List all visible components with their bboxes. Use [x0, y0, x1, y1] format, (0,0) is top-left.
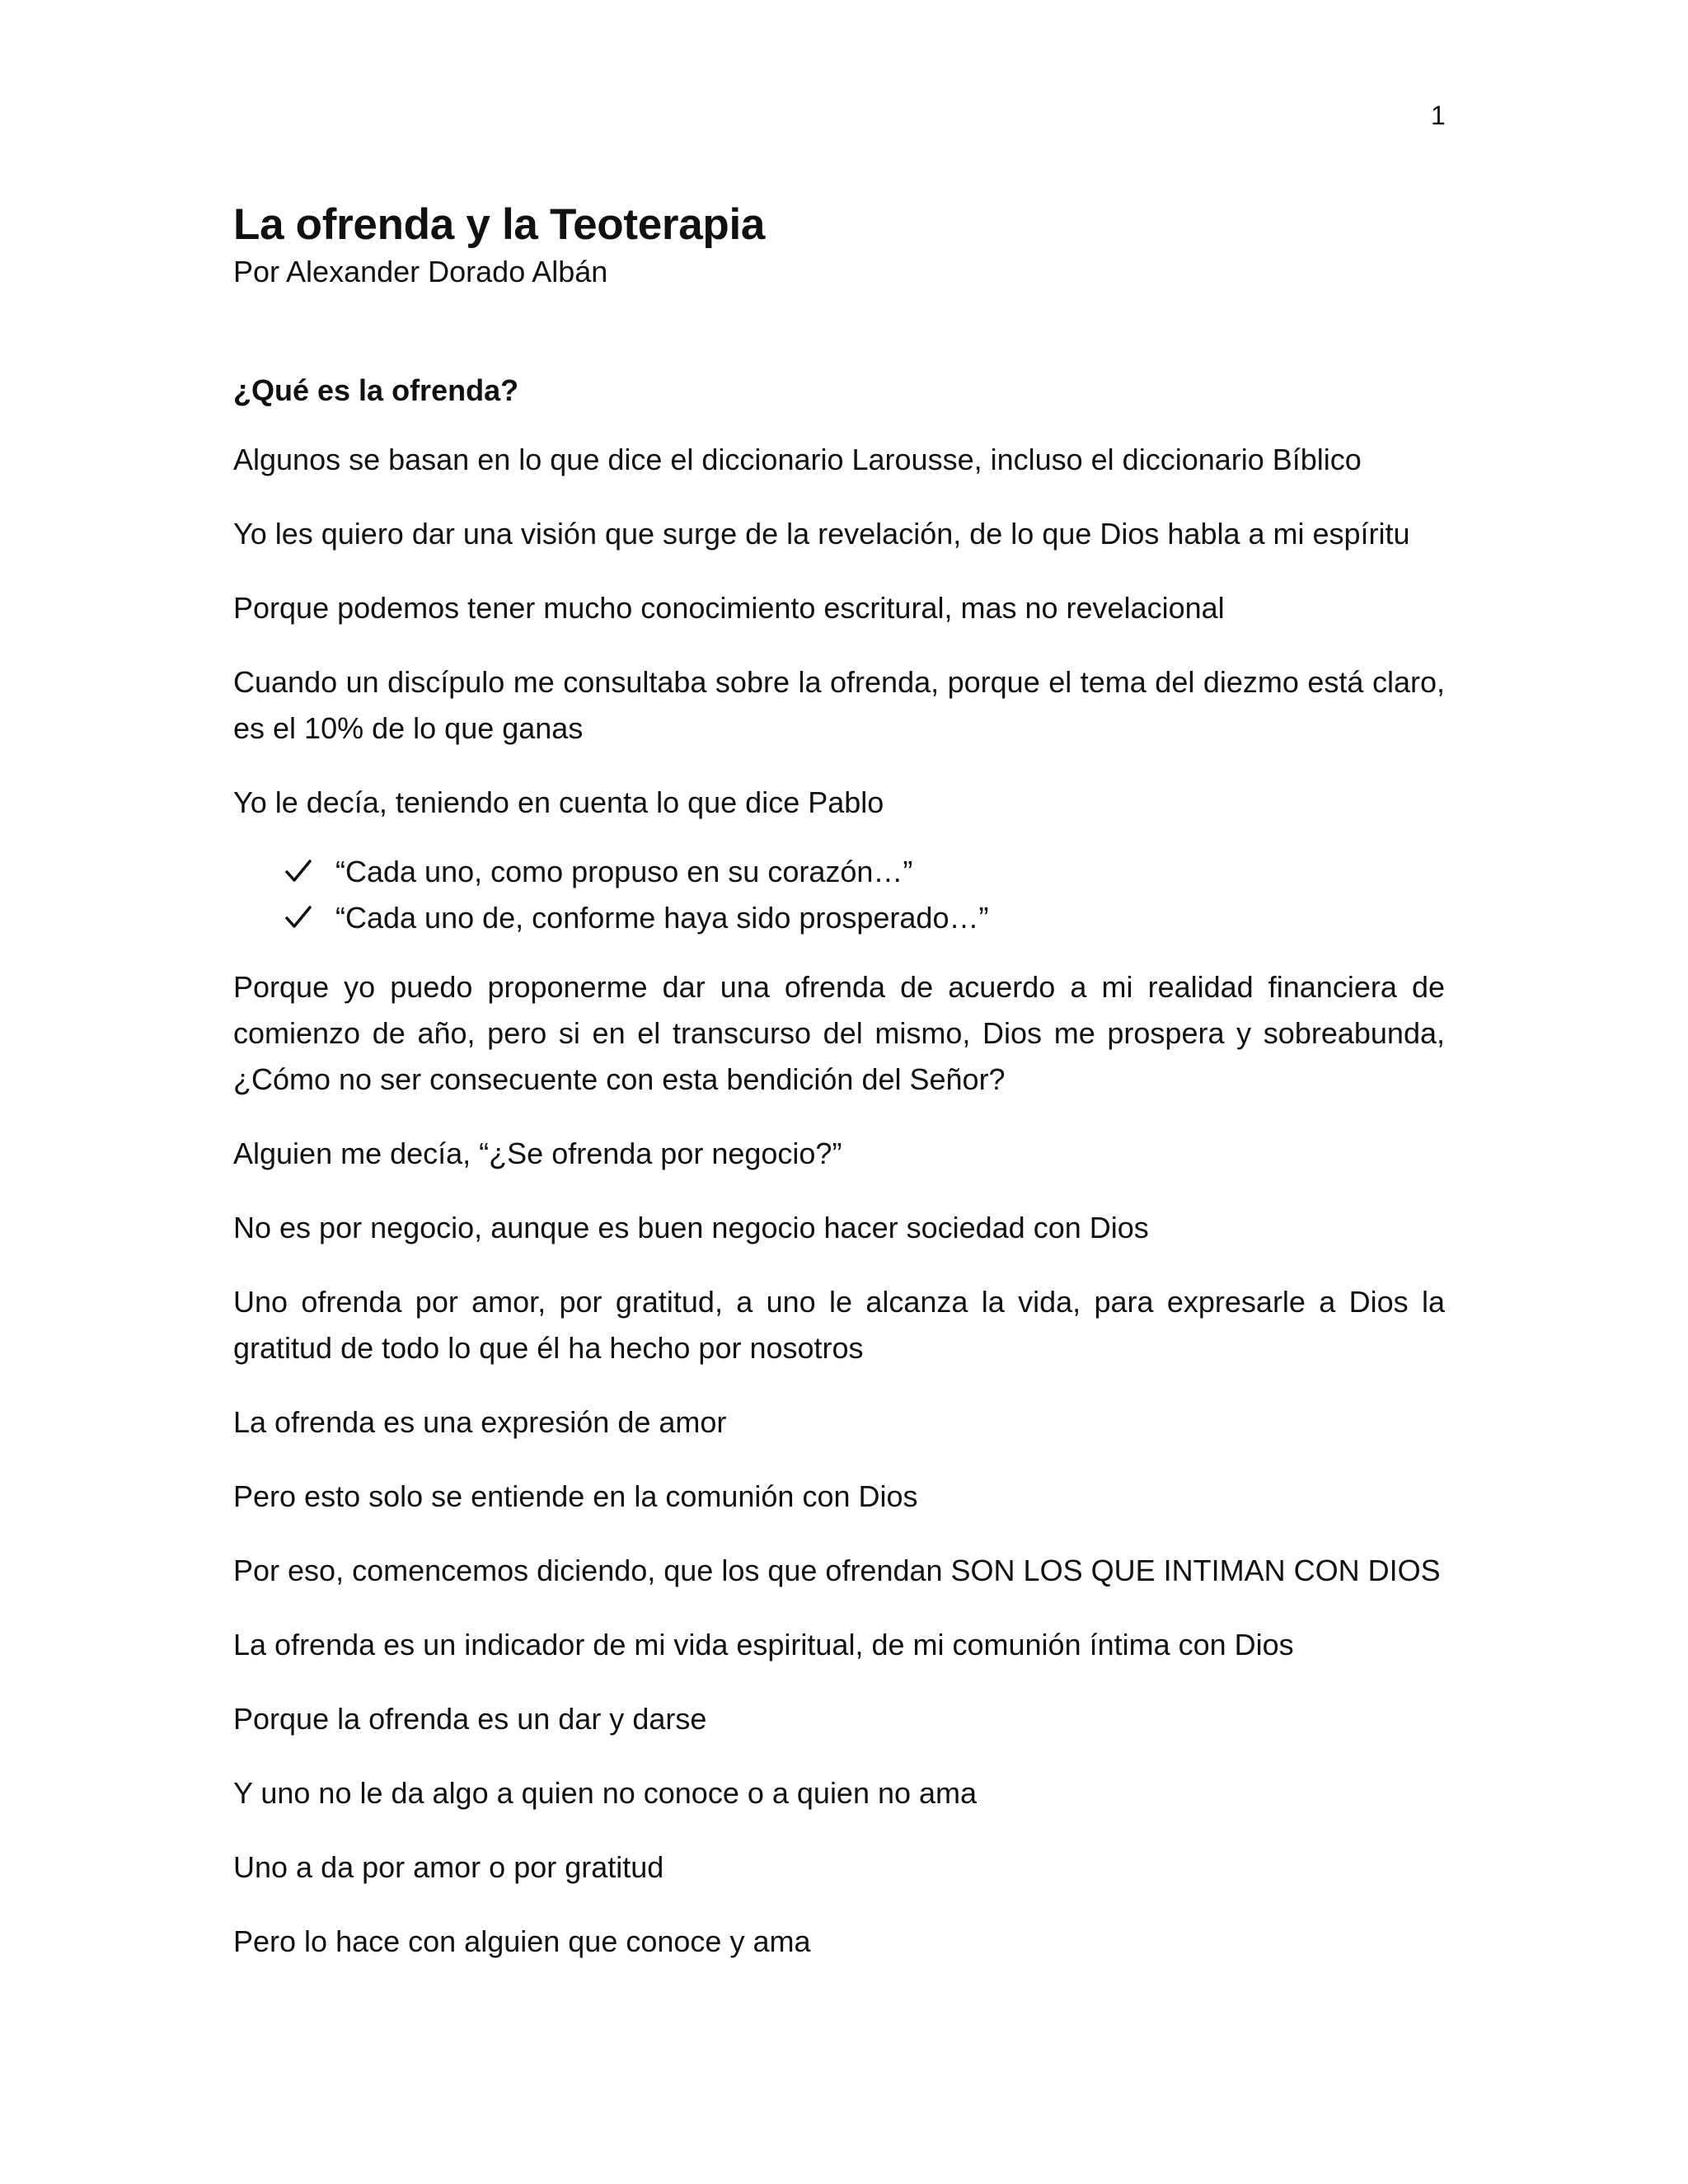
document-title: La ofrenda y la Teoterapia — [233, 200, 766, 249]
checklist-item-text: “Cada uno de, conforme haya sido prosperado…” — [335, 901, 989, 935]
paragraph: Alguien me decía, “¿Se ofrenda por negocio?” — [233, 1137, 842, 1170]
page-number: 1 — [1431, 101, 1446, 130]
checklist-item-text: “Cada uno, como propuso en su corazón…” — [335, 855, 913, 888]
paragraph: Uno a da por amor o por gratitud — [233, 1850, 664, 1884]
checklist-item — [284, 849, 1445, 895]
paragraph: Porque yo puedo proponerme dar una ofrenda de acuerdo a mi realidad financiera de comienzo de año, pero si en el transcurso del mismo, Dios me prospera y sobreabunda, ¿Cómo no ser consecuente con esta bendición del Señor? — [233, 970, 1445, 1096]
checkmark-icon — [284, 903, 312, 931]
paragraph: Algunos se basan en lo que dice el diccionario Larousse, incluso el diccionario Bíblico — [233, 443, 1362, 476]
paragraph: No es por negocio, aunque es buen negocio hacer sociedad con Dios — [233, 1211, 1149, 1244]
paragraph: Porque podemos tener mucho conocimiento escritural, mas no revelacional — [233, 591, 1225, 625]
paragraph: Porque la ofrenda es un dar y darse — [233, 1702, 707, 1736]
section-heading: ¿Qué es la ofrenda? — [233, 373, 519, 407]
paragraph: La ofrenda es un indicador de mi vida espiritual, de mi comunión íntima con Dios — [233, 1628, 1294, 1661]
document-author: Por Alexander Dorado Albán — [233, 255, 608, 288]
paragraph: Yo les quiero dar una visión que surge de la revelación, de lo que Dios habla a mi espíritu — [233, 517, 1410, 551]
checklist-item — [284, 895, 1445, 941]
paragraph: Uno ofrenda por amor, por gratitud, a uno le alcanza la vida, para expresarle a Dios la gratitud de todo lo que él ha hecho por nosotros — [233, 1285, 1445, 1365]
paragraph: Cuando un discípulo me consultaba sobre la ofrenda, porque el tema del diezmo está claro, es el 10% de lo que ganas — [233, 665, 1445, 745]
paragraph: Y uno no le da algo a quien no conoce o a quien no ama — [233, 1776, 978, 1810]
checkmark-icon — [284, 857, 312, 885]
document-body — [233, 198, 1445, 1993]
paragraph: Pero esto solo se entiende en la comunión con Dios — [233, 1479, 918, 1513]
paragraph: Por eso, comencemos diciendo, que los que ofrendan SON LOS QUE INTIMAN CON DIOS — [233, 1554, 1441, 1587]
paragraph: Yo le decía, teniendo en cuenta lo que dice Pablo — [233, 785, 884, 819]
paragraph: La ofrenda es una expresión de amor — [233, 1405, 727, 1439]
paragraph: Pero lo hace con alguien que conoce y ama — [233, 1924, 811, 1958]
quote-checklist — [233, 849, 1445, 941]
